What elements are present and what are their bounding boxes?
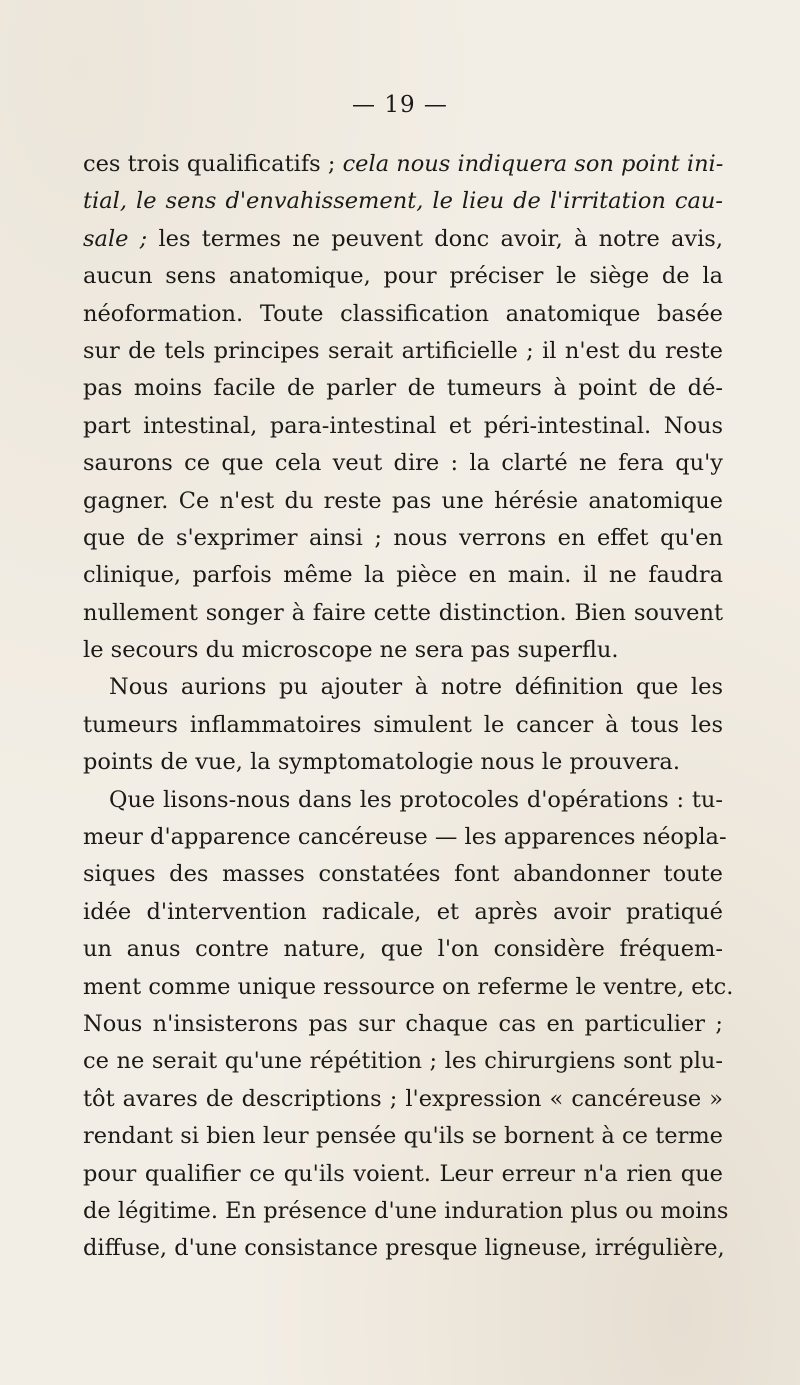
text-line: ces trois qualificatifs ; cela nous indiquera son point ini- — [83, 151, 724, 177]
text-line: pas moins facile de parler de tumeurs à point de dé- — [83, 375, 723, 402]
text-line: points de vue, la symptomatologie nous le prouvera. — [83, 749, 680, 776]
text-line: part intestinal, para-intestinal et péri-intestinal. Nous — [83, 412, 723, 439]
text-line: diffuse, d'une consistance presque ligneuse, irrégulière, — [83, 1235, 725, 1262]
text-line: tial, le sens d'envahissement, le lieu de l'irritation cau- — [83, 188, 723, 215]
text-line: sale ; les termes ne peuvent donc avoir, à notre avis, — [83, 225, 723, 252]
text-line: Que lisons-nous dans les protocoles d'opérations : tu- — [109, 786, 723, 813]
text-line: Nous n'insisterons pas sur chaque cas en particulier ; — [83, 1010, 723, 1037]
text-line: nullement songer à faire cette distinction. Bien souvent — [83, 599, 723, 626]
text-line: aucun sens anatomique, pour préciser le siège de la — [83, 263, 723, 290]
text-line: meur d'apparence cancéreuse — les apparences néopla- — [83, 824, 727, 851]
text-line: un anus contre nature, que l'on considère fréquem- — [83, 936, 723, 963]
text-line: de légitime. En présence d'une induration plus ou moins — [83, 1197, 729, 1224]
text-line: le secours du microscope ne sera pas superflu. — [83, 637, 619, 664]
text-line: tumeurs inflammatoires simulent le cancer à tous les — [83, 711, 723, 738]
text-line: siques des masses constatées font abandonner toute — [83, 861, 723, 888]
text-line: pour qualifier ce qu'ils voient. Leur erreur n'a rien que — [83, 1160, 723, 1187]
text-line: saurons ce que cela veut dire : la clarté ne fera qu'y — [83, 450, 723, 477]
text-line: Nous aurions pu ajouter à notre définition que les — [109, 674, 723, 701]
text-line: idée d'intervention radicale, et après avoir pratiqué — [83, 898, 723, 925]
text-line: ment comme unique ressource on referme le ventre, etc. — [83, 973, 734, 1000]
text-line: ce ne serait qu'une répétition ; les chirurgiens sont plu- — [83, 1048, 723, 1075]
text-line: rendant si bien leur pensée qu'ils se bornent à ce terme — [83, 1123, 723, 1150]
text-line: néoformation. Toute classification anatomique basée — [83, 300, 723, 327]
text-line: que de s'exprimer ainsi ; nous verrons en effet qu'en — [83, 524, 723, 551]
body-text — [83, 146, 734, 1268]
text-line: clinique, parfois même la pièce en main. il ne faudra — [83, 562, 723, 589]
text-line: sur de tels principes serait artificielle ; il n'est du reste — [83, 337, 723, 364]
text-line: tôt avares de descriptions ; l'expression « cancéreuse » — [83, 1085, 723, 1112]
text-line: gagner. Ce n'est du reste pas une hérésie anatomique — [83, 487, 723, 514]
page-number: — 19 — — [352, 92, 448, 118]
